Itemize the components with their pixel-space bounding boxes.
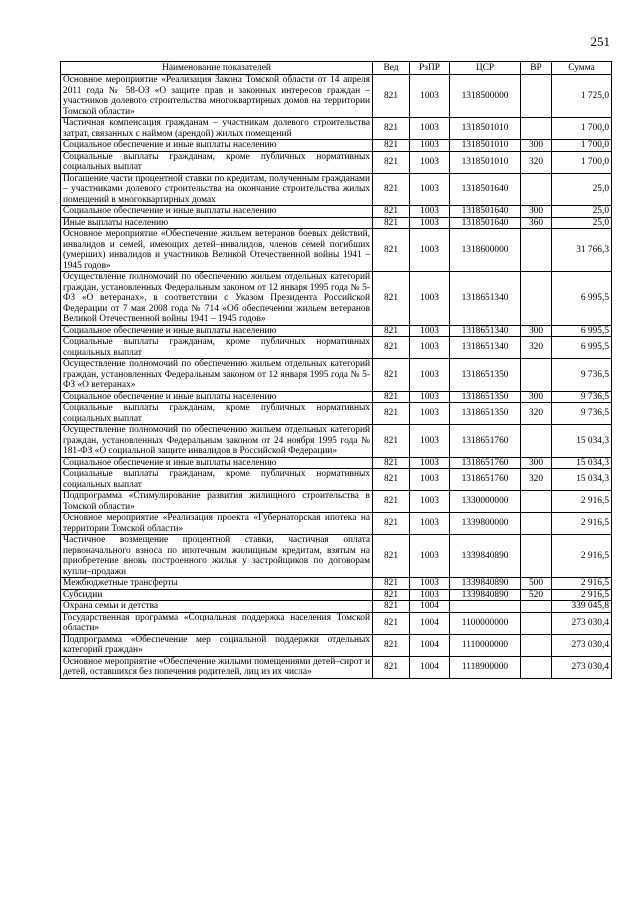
- row-rzpr: 1003: [410, 425, 450, 458]
- row-vr: [521, 75, 552, 118]
- table-row: [61, 118, 612, 140]
- row-name: Социальное обеспечение и иные выплаты населению: [61, 140, 373, 152]
- row-ved: 821: [373, 359, 410, 392]
- row-rzpr: 1003: [410, 589, 450, 601]
- row-rzpr: 1003: [410, 151, 450, 173]
- row-rzpr: 1004: [410, 634, 450, 656]
- row-csr: 1318501640: [450, 173, 521, 206]
- row-sum: 2 916,5: [552, 535, 612, 578]
- row-sum: 273 030,4: [552, 612, 612, 634]
- row-ved: 821: [373, 75, 410, 118]
- row-sum: 9 736,5: [552, 391, 612, 403]
- row-csr: 1318651340: [450, 337, 521, 359]
- row-csr: 1118900000: [450, 656, 521, 678]
- row-vr: [521, 173, 552, 206]
- row-name: Осуществление полномочий по обеспечению жильем отдельных категорий граждан, установленных Федеральным законом от 24 ноября 1995 года № 181-ФЗ «О социальной защите инвалидов в Российской Федерации»: [61, 425, 373, 458]
- row-csr: 1318501010: [450, 118, 521, 140]
- table-row: [61, 601, 612, 613]
- table-row: [61, 229, 612, 272]
- row-rzpr: 1003: [410, 118, 450, 140]
- row-name: Социальные выплаты гражданам, кроме публичных нормативных социальных выплат: [61, 469, 373, 491]
- row-sum: 2 916,5: [552, 589, 612, 601]
- row-name: Социальное обеспечение и иные выплаты населению: [61, 206, 373, 218]
- row-csr: 1318501010: [450, 151, 521, 173]
- table-row: [61, 151, 612, 173]
- row-csr: 1318651760: [450, 469, 521, 491]
- row-vr: 320: [521, 337, 552, 359]
- row-ved: 821: [373, 469, 410, 491]
- header-csr: ЦСР: [450, 62, 521, 75]
- header-name: Наименование показателей: [61, 62, 373, 75]
- row-name: Охрана семьи и детства: [61, 601, 373, 613]
- row-ved: 821: [373, 578, 410, 590]
- row-sum: 25,0: [552, 217, 612, 229]
- row-ved: 821: [373, 535, 410, 578]
- row-name: Частичное возмещение процентной ставки, частичная оплата первоначального взноса по ипотечным жилищным кредитам, взятым на приобретение вновь построенного жилья у застройщиков по договорам купли–продажи: [61, 535, 373, 578]
- row-sum: 25,0: [552, 206, 612, 218]
- row-csr: 1318651350: [450, 359, 521, 392]
- table-body: [61, 75, 612, 679]
- row-ved: 821: [373, 457, 410, 469]
- row-vr: [521, 634, 552, 656]
- row-ved: 821: [373, 634, 410, 656]
- row-rzpr: 1003: [410, 403, 450, 425]
- row-name: Иные выплаты населению: [61, 217, 373, 229]
- row-sum: 1 700,0: [552, 151, 612, 173]
- row-name: Основное мероприятие «Реализация проекта «Губернаторская ипотека на территории Томской области»: [61, 513, 373, 535]
- row-vr: [521, 513, 552, 535]
- row-name: Частичная компенсация гражданам – участникам долевого строительства затрат, связанных с наймом (арендой) жилых помещений: [61, 118, 373, 140]
- row-ved: 821: [373, 491, 410, 513]
- row-vr: 300: [521, 391, 552, 403]
- row-sum: 1 700,0: [552, 140, 612, 152]
- row-ved: 821: [373, 337, 410, 359]
- header-vr: ВР: [521, 62, 552, 75]
- table-row: [61, 403, 612, 425]
- row-sum: 273 030,4: [552, 656, 612, 678]
- row-ved: 821: [373, 425, 410, 458]
- row-sum: 9 736,5: [552, 359, 612, 392]
- row-name: Социальные выплаты гражданам, кроме публичных нормативных социальных выплат: [61, 337, 373, 359]
- table-row: [61, 391, 612, 403]
- row-rzpr: 1003: [410, 217, 450, 229]
- row-csr: 1318501640: [450, 206, 521, 218]
- row-ved: 821: [373, 140, 410, 152]
- row-vr: 360: [521, 217, 552, 229]
- row-ved: 821: [373, 513, 410, 535]
- row-csr: 1318501010: [450, 140, 521, 152]
- row-vr: 320: [521, 151, 552, 173]
- row-rzpr: 1003: [410, 513, 450, 535]
- row-ved: 821: [373, 612, 410, 634]
- header-rzpr: РзПР: [410, 62, 450, 75]
- row-rzpr: 1003: [410, 391, 450, 403]
- table-row: [61, 217, 612, 229]
- row-csr: 1318651350: [450, 403, 521, 425]
- row-vr: 320: [521, 469, 552, 491]
- table-row: [61, 173, 612, 206]
- table-row: [61, 469, 612, 491]
- row-vr: 300: [521, 140, 552, 152]
- row-csr: 1339800000: [450, 513, 521, 535]
- row-name: Подпрограмма «Обеспечение мер социальной поддержки отдельных категорий граждан»: [61, 634, 373, 656]
- row-sum: 9 736,5: [552, 403, 612, 425]
- row-name: Основное мероприятие «Реализация Закона Томской области от 14 апреля 2011 года № 58-ОЗ «О защите прав и законных интересов граждан – участников долевого строительства многоквартирных домов на территории Томской области»: [61, 75, 373, 118]
- row-sum: 2 916,5: [552, 491, 612, 513]
- row-name: Социальное обеспечение и иные выплаты населению: [61, 325, 373, 337]
- row-vr: [521, 272, 552, 326]
- table-row: [61, 359, 612, 392]
- row-rzpr: 1004: [410, 612, 450, 634]
- row-rzpr: 1003: [410, 535, 450, 578]
- row-name: Социальное обеспечение и иные выплаты населению: [61, 391, 373, 403]
- table-row: [61, 513, 612, 535]
- row-vr: 520: [521, 589, 552, 601]
- row-csr: 1318651760: [450, 457, 521, 469]
- row-name: Социальные выплаты гражданам, кроме публичных нормативных социальных выплат: [61, 403, 373, 425]
- row-sum: 15 034,3: [552, 457, 612, 469]
- row-ved: 821: [373, 206, 410, 218]
- row-name: Социальное обеспечение и иные выплаты населению: [61, 457, 373, 469]
- row-name: Осуществление полномочий по обеспечению жильем отдельных категорий граждан, установленных Федеральным законом от 12 января 1995 года № 5-ФЗ «О ветеранах»: [61, 359, 373, 392]
- row-ved: 821: [373, 403, 410, 425]
- row-sum: 6 995,5: [552, 337, 612, 359]
- row-rzpr: 1003: [410, 337, 450, 359]
- row-name: Межбюджетные трансферты: [61, 578, 373, 590]
- row-vr: [521, 612, 552, 634]
- table-row: [61, 272, 612, 326]
- row-vr: [521, 601, 552, 613]
- row-name: Государственная программа «Социальная поддержка населения Томской области»: [61, 612, 373, 634]
- row-vr: [521, 229, 552, 272]
- row-rzpr: 1004: [410, 656, 450, 678]
- row-sum: 25,0: [552, 173, 612, 206]
- row-vr: [521, 656, 552, 678]
- row-name: Субсидии: [61, 589, 373, 601]
- row-rzpr: 1003: [410, 140, 450, 152]
- row-sum: 339 045,8: [552, 601, 612, 613]
- row-csr: 1318501640: [450, 217, 521, 229]
- table-row: [61, 325, 612, 337]
- row-ved: 821: [373, 151, 410, 173]
- table-row: [61, 140, 612, 152]
- row-sum: 6 995,5: [552, 272, 612, 326]
- header-sum: Сумма: [552, 62, 612, 75]
- row-vr: 320: [521, 403, 552, 425]
- row-ved: 821: [373, 173, 410, 206]
- row-rzpr: 1003: [410, 325, 450, 337]
- page-number: 251: [590, 34, 610, 49]
- row-csr: 1318651760: [450, 425, 521, 458]
- row-vr: [521, 359, 552, 392]
- row-rzpr: 1003: [410, 457, 450, 469]
- table-row: [61, 75, 612, 118]
- table-row: [61, 491, 612, 513]
- row-vr: [521, 535, 552, 578]
- row-sum: 6 995,5: [552, 325, 612, 337]
- row-rzpr: 1003: [410, 491, 450, 513]
- row-csr: 1110000000: [450, 634, 521, 656]
- row-csr: 1318651340: [450, 272, 521, 326]
- table-row: [61, 206, 612, 218]
- table-row: [61, 535, 612, 578]
- row-csr: 1100000000: [450, 612, 521, 634]
- row-csr: 1318500000: [450, 75, 521, 118]
- row-name: Социальные выплаты гражданам, кроме публичных нормативных социальных выплат: [61, 151, 373, 173]
- row-ved: 821: [373, 272, 410, 326]
- row-sum: 1 725,0: [552, 75, 612, 118]
- row-rzpr: 1003: [410, 578, 450, 590]
- table-row: [61, 589, 612, 601]
- row-vr: 300: [521, 325, 552, 337]
- row-vr: 500: [521, 578, 552, 590]
- row-ved: 821: [373, 656, 410, 678]
- row-csr: 1318651350: [450, 391, 521, 403]
- row-vr: 300: [521, 206, 552, 218]
- header-ved: Вед: [373, 62, 410, 75]
- table-row: [61, 656, 612, 678]
- row-ved: 821: [373, 391, 410, 403]
- row-sum: 2 916,5: [552, 513, 612, 535]
- row-rzpr: 1003: [410, 272, 450, 326]
- row-name: Подпрограмма «Стимулирование развития жилищного строительства в Томской области»: [61, 491, 373, 513]
- row-ved: 821: [373, 217, 410, 229]
- budget-table: [60, 61, 612, 679]
- row-csr: [450, 601, 521, 613]
- row-sum: 15 034,3: [552, 425, 612, 458]
- table-row: [61, 337, 612, 359]
- table-header-row: [61, 62, 612, 75]
- row-csr: 1339840890: [450, 578, 521, 590]
- table-row: [61, 578, 612, 590]
- row-csr: 1339840890: [450, 589, 521, 601]
- row-sum: 1 700,0: [552, 118, 612, 140]
- row-ved: 821: [373, 601, 410, 613]
- row-ved: 821: [373, 589, 410, 601]
- row-csr: 1330000000: [450, 491, 521, 513]
- row-rzpr: 1003: [410, 229, 450, 272]
- row-rzpr: 1003: [410, 469, 450, 491]
- row-vr: [521, 491, 552, 513]
- row-csr: 1318651340: [450, 325, 521, 337]
- row-rzpr: 1003: [410, 359, 450, 392]
- row-ved: 821: [373, 229, 410, 272]
- row-ved: 821: [373, 325, 410, 337]
- row-vr: 300: [521, 457, 552, 469]
- table-row: [61, 612, 612, 634]
- row-csr: 1339840890: [450, 535, 521, 578]
- row-name: Осуществление полномочий по обеспечению жильем отдельных категорий граждан, установленных Федеральным законом от 12 января 1995 года № 5-ФЗ «О ветеранах», в соответствии с Указом Президента Российской Федерации от 7 мая 2008 года № 714 «Об обеспечении жильем ветеранов Великой Отечественной войны 1941 – 1945 годов»: [61, 272, 373, 326]
- row-sum: 2 916,5: [552, 578, 612, 590]
- row-vr: [521, 118, 552, 140]
- row-name: Основное мероприятие «Обеспечение жильем ветеранов боевых действий, инвалидов и семей, имеющих детей–инвалидов, членов семей погибших (умерших) инвалидов и участников Великой Отечественной войны 1941 – 1945 годов»: [61, 229, 373, 272]
- row-csr: 1318600000: [450, 229, 521, 272]
- row-sum: 15 034,3: [552, 469, 612, 491]
- row-name: Погашение части процентной ставки по кредитам, полученным гражданами – участниками долевого строительства на окончание строительства жилых помещений в многоквартирных домах: [61, 173, 373, 206]
- row-rzpr: 1003: [410, 75, 450, 118]
- table-row: [61, 457, 612, 469]
- row-sum: 31 766,3: [552, 229, 612, 272]
- row-rzpr: 1004: [410, 601, 450, 613]
- row-name: Основное мероприятие «Обеспечение жилыми помещениями детей–сирот и детей, оставшихся без попечения родителей, лиц из их числа»: [61, 656, 373, 678]
- table-row: [61, 634, 612, 656]
- row-rzpr: 1003: [410, 173, 450, 206]
- table-row: [61, 425, 612, 458]
- row-sum: 273 030,4: [552, 634, 612, 656]
- row-rzpr: 1003: [410, 206, 450, 218]
- row-ved: 821: [373, 118, 410, 140]
- row-vr: [521, 425, 552, 458]
